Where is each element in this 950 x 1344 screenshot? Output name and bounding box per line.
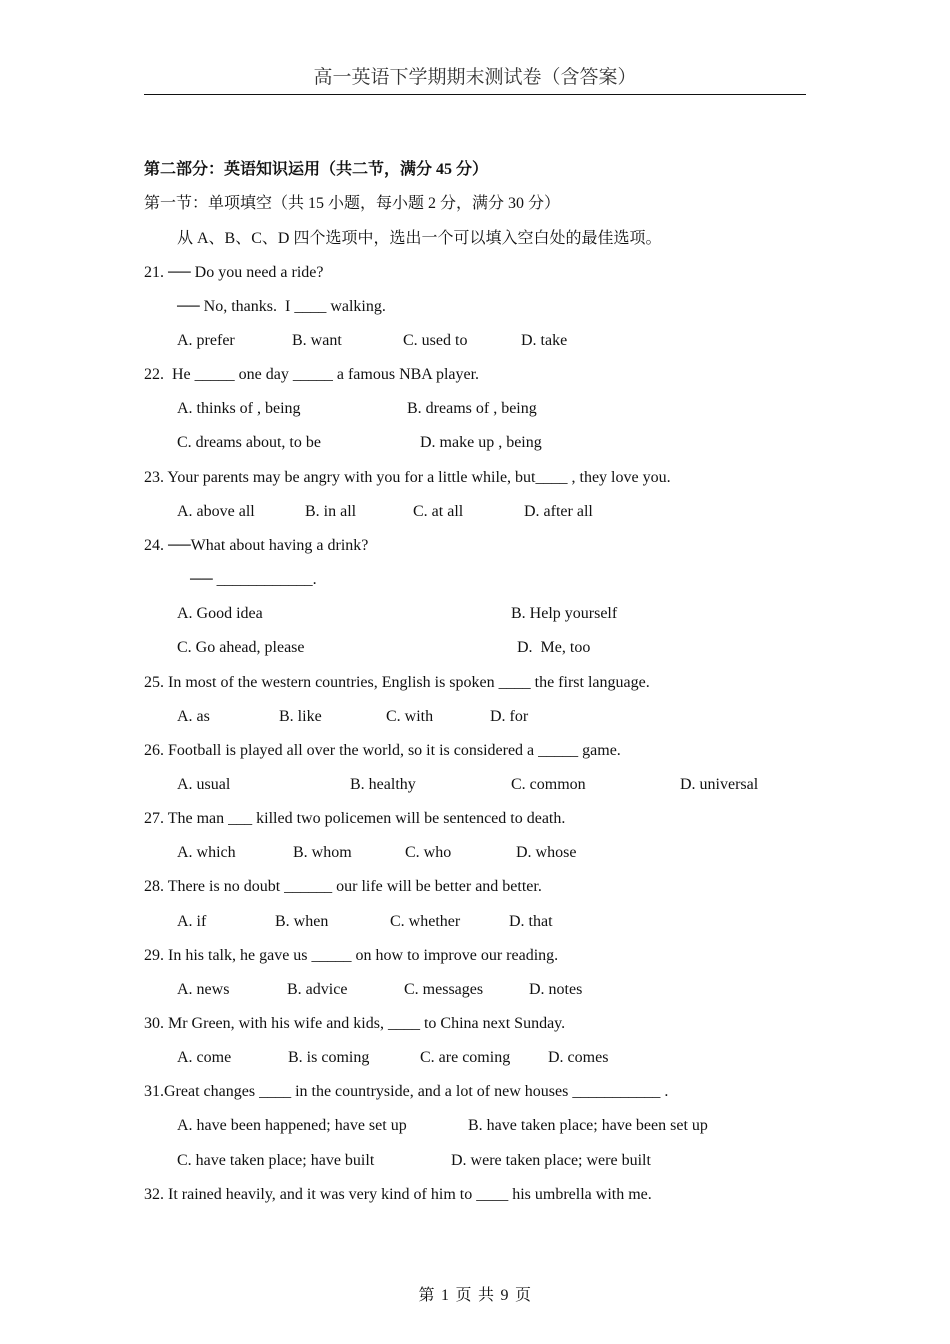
option-c: C. with: [386, 708, 434, 725]
page-footer: [0, 1286, 950, 1306]
option-d: D. that: [509, 913, 553, 930]
option-c: C. Go ahead, please: [177, 639, 305, 656]
option-b: B. advice: [287, 981, 348, 998]
option-d: D. notes: [529, 981, 583, 998]
question-response: ── No, thanks. I ____ walking.: [177, 298, 386, 315]
question-stem: 23. Your parents may be angry with you for a little while, but____ , they love you.: [144, 469, 671, 486]
option-b: B. in all: [305, 503, 357, 520]
question-stem: 28. There is no doubt ______ our life will be better and better.: [144, 878, 542, 895]
option-d: D. take: [521, 332, 568, 349]
option-b: B. healthy: [350, 776, 416, 793]
option-c: C. messages: [404, 981, 484, 998]
option-d: D. for: [490, 708, 529, 725]
option-d: D. were taken place; were built: [451, 1152, 651, 1169]
footer-total-prefix: 共: [478, 1287, 495, 1304]
section-instruction: 从 A、B、C、D 四个选项中，选出一个可以填入空白处的最佳选项。: [177, 230, 662, 247]
page-header-title: 高一英语下学期期末测试卷（含答案）: [313, 67, 637, 88]
question-stem: 26. Football is played all over the world, so it is considered a _____ game.: [144, 742, 621, 759]
option-a: A. prefer: [177, 332, 235, 349]
option-a: A. if: [177, 913, 207, 930]
question-stem: 32. It rained heavily, and it was very kind of him to ____ his umbrella with me.: [144, 1186, 652, 1203]
question-stem: 25. In most of the western countries, English is spoken ____ the first language.: [144, 674, 650, 691]
question-stem: 22. He _____ one day _____ a famous NBA player.: [144, 366, 480, 383]
option-c: C. are coming: [420, 1049, 511, 1066]
option-b: B. dreams of , being: [407, 400, 537, 417]
option-a: A. above all: [177, 503, 255, 520]
option-a: A. come: [177, 1049, 232, 1066]
option-d: D. Me, too: [517, 639, 591, 656]
option-b: B. have taken place; have been set up: [468, 1117, 708, 1134]
footer-page-number: 1: [440, 1287, 450, 1304]
option-a: A. have been happened; have set up: [177, 1117, 407, 1134]
option-a: A. usual: [177, 776, 231, 793]
option-a: A. news: [177, 981, 230, 998]
option-d: D. make up , being: [420, 434, 542, 451]
section-heading: 第二部分：英语知识运用（共二节，满分 45 分）: [144, 161, 489, 178]
option-c: C. dreams about, to be: [177, 434, 321, 451]
option-b: B. Help yourself: [511, 605, 618, 622]
option-d: D. comes: [548, 1049, 609, 1066]
option-b: B. whom: [293, 844, 352, 861]
question-stem: 27. The man ___ killed two policemen will be sentenced to death.: [144, 810, 566, 827]
option-d: D. after all: [524, 503, 593, 520]
footer-page-label: 页: [455, 1287, 472, 1304]
option-d: D. whose: [516, 844, 577, 861]
option-c: C. common: [511, 776, 586, 793]
option-a: A. thinks of , being: [177, 400, 301, 417]
question-stem: 31.Great changes ____ in the countryside, and a lot of new houses ___________ .: [144, 1083, 669, 1100]
option-c: C. used to: [403, 332, 468, 349]
footer-prefix: 第: [418, 1287, 435, 1304]
option-b: B. want: [292, 332, 342, 349]
footer-suffix: 页: [515, 1287, 532, 1304]
option-b: B. is coming: [288, 1049, 370, 1066]
question-response: ── ____________.: [190, 571, 317, 588]
option-c: C. have taken place; have built: [177, 1152, 375, 1169]
question-stem: 21. ── Do you need a ride?: [144, 264, 324, 281]
question-stem: 30. Mr Green, with his wife and kids, ____ to China next Sunday.: [144, 1015, 566, 1032]
question-stem: 29. In his talk, he gave us _____ on how to improve our reading.: [144, 947, 559, 964]
option-b: B. when: [275, 913, 329, 930]
option-a: A. as: [177, 708, 210, 725]
question-stem: 24. ──What about having a drink?: [144, 537, 369, 554]
option-a: A. which: [177, 844, 236, 861]
option-b: B. like: [279, 708, 322, 725]
option-c: C. whether: [390, 913, 461, 930]
option-c: C. who: [405, 844, 452, 861]
option-d: D. universal: [680, 776, 759, 793]
option-c: C. at all: [413, 503, 464, 520]
option-a: A. Good idea: [177, 605, 263, 622]
footer-total-pages: 9: [500, 1287, 510, 1304]
section-subheading: 第一节：单项填空（共 15 小题，每小题 2 分，满分 30 分）: [144, 195, 561, 212]
header-divider: [144, 94, 806, 95]
